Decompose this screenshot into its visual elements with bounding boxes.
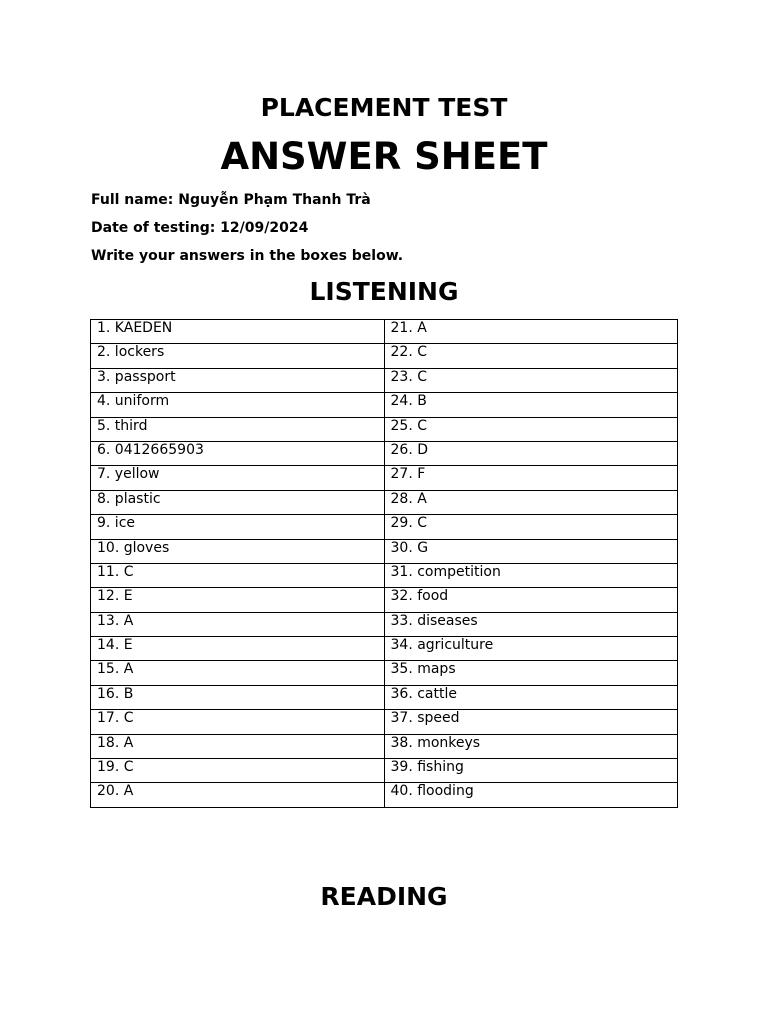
answer-cell-right (384, 490, 678, 514)
table-row (91, 368, 678, 392)
answer-cell-left (91, 563, 385, 587)
answer-cell-right (384, 320, 678, 344)
answer-text: 31. competition (390, 563, 501, 580)
page-title: ANSWER SHEET (220, 135, 548, 178)
answer-text: 7. yellow (97, 466, 160, 483)
table-row (91, 759, 678, 783)
answer-cell-right (384, 393, 678, 417)
answer-cell-left (91, 710, 385, 734)
answer-cell-right (384, 344, 678, 368)
answer-text: 12. E (97, 588, 133, 605)
answer-cell-left (91, 685, 385, 709)
answer-cell-right (384, 368, 678, 392)
table-row (91, 515, 678, 539)
answer-cell-left (91, 441, 385, 465)
instruction-text: Write your answers in the boxes below. (91, 248, 404, 264)
full-name-text: Full name: Nguyễn Phạm Thanh Trà (91, 192, 371, 208)
answer-cell-right (384, 783, 678, 807)
answer-text: 32. food (390, 588, 449, 605)
answer-text: 19. C (97, 759, 134, 776)
answer-cell-left (91, 612, 385, 636)
answer-cell-right (384, 563, 678, 587)
table-row (91, 441, 678, 465)
answer-text: 26. D (390, 441, 428, 458)
answer-text: 6. 0412665903 (97, 441, 204, 458)
answer-cell-right (384, 734, 678, 758)
answer-text: 20. A (97, 783, 134, 800)
table-row (91, 539, 678, 563)
answer-text: 33. diseases (390, 612, 478, 629)
answer-text: 27. F (390, 466, 426, 483)
table-row (91, 344, 678, 368)
answer-cell-right (384, 661, 678, 685)
table-row (91, 783, 678, 807)
answer-cell-left (91, 588, 385, 612)
answer-text: 23. C (390, 368, 427, 385)
answer-text: 30. G (390, 539, 429, 556)
answer-text: 3. passport (97, 368, 176, 385)
answer-cell-right (384, 466, 678, 490)
answer-table-body (91, 320, 678, 808)
answer-cell-left (91, 515, 385, 539)
answer-cell-left (91, 661, 385, 685)
answer-cell-left (91, 368, 385, 392)
answer-text: 8. plastic (97, 490, 161, 507)
table-row (91, 490, 678, 514)
answer-cell-right (384, 441, 678, 465)
table-row (91, 393, 678, 417)
answer-text: 16. B (97, 685, 134, 702)
table-row (91, 320, 678, 344)
answer-text: 14. E (97, 637, 133, 654)
answer-text: 21. A (390, 320, 427, 336)
answer-text: 17. C (97, 710, 134, 727)
table-row (91, 710, 678, 734)
answer-text: 15. A (97, 661, 134, 678)
answer-cell-right (384, 417, 678, 441)
answer-cell-left (91, 734, 385, 758)
table-row (91, 637, 678, 661)
answer-cell-right (384, 637, 678, 661)
answer-text: 35. maps (390, 661, 456, 678)
table-row (91, 563, 678, 587)
answer-text: 5. third (97, 417, 148, 434)
answer-text: 40. flooding (390, 783, 474, 800)
answer-text: 36. cattle (390, 685, 457, 702)
answer-text: 38. monkeys (390, 734, 481, 751)
table-row (91, 734, 678, 758)
answer-text: 18. A (97, 734, 134, 751)
answer-cell-left (91, 417, 385, 441)
answer-cell-right (384, 612, 678, 636)
table-row (91, 661, 678, 685)
answer-cell-left (91, 393, 385, 417)
answer-text: 11. C (97, 563, 134, 580)
listening-answer-table (90, 319, 678, 808)
answer-text: 39. fishing (390, 759, 464, 776)
table-row (91, 588, 678, 612)
answer-text: 9. ice (97, 515, 136, 532)
date-of-testing-text: Date of testing: 12/09/2024 (91, 220, 309, 236)
table-row (91, 466, 678, 490)
answer-text: 37. speed (390, 710, 460, 727)
answer-text: 10. gloves (97, 539, 170, 556)
listening-heading: LISTENING (309, 277, 459, 306)
answer-cell-right (384, 588, 678, 612)
answer-cell-right (384, 685, 678, 709)
answer-text: 1. KAEDEN (97, 320, 173, 336)
answer-text: 4. uniform (97, 393, 170, 410)
answer-text: 29. C (390, 515, 427, 532)
answer-text: 13. A (97, 612, 134, 629)
answer-text: 22. C (390, 344, 427, 361)
reading-heading: READING (320, 882, 448, 911)
answer-cell-right (384, 515, 678, 539)
answer-cell-left (91, 539, 385, 563)
answer-cell-left (91, 320, 385, 344)
answer-text: 28. A (390, 490, 427, 507)
answer-text: 2. lockers (97, 344, 165, 361)
answer-text: 24. B (390, 393, 427, 410)
answer-cell-left (91, 637, 385, 661)
answer-cell-left (91, 466, 385, 490)
answer-text: 34. agriculture (390, 637, 494, 654)
answer-cell-left (91, 344, 385, 368)
answer-text: 25. C (390, 417, 427, 434)
page-subtitle: PLACEMENT TEST (260, 93, 508, 122)
answer-cell-left (91, 759, 385, 783)
table-row (91, 417, 678, 441)
table-row (91, 612, 678, 636)
answer-cell-left (91, 783, 385, 807)
answer-cell-left (91, 490, 385, 514)
answer-cell-right (384, 539, 678, 563)
table-row (91, 685, 678, 709)
answer-cell-right (384, 759, 678, 783)
answer-cell-right (384, 710, 678, 734)
